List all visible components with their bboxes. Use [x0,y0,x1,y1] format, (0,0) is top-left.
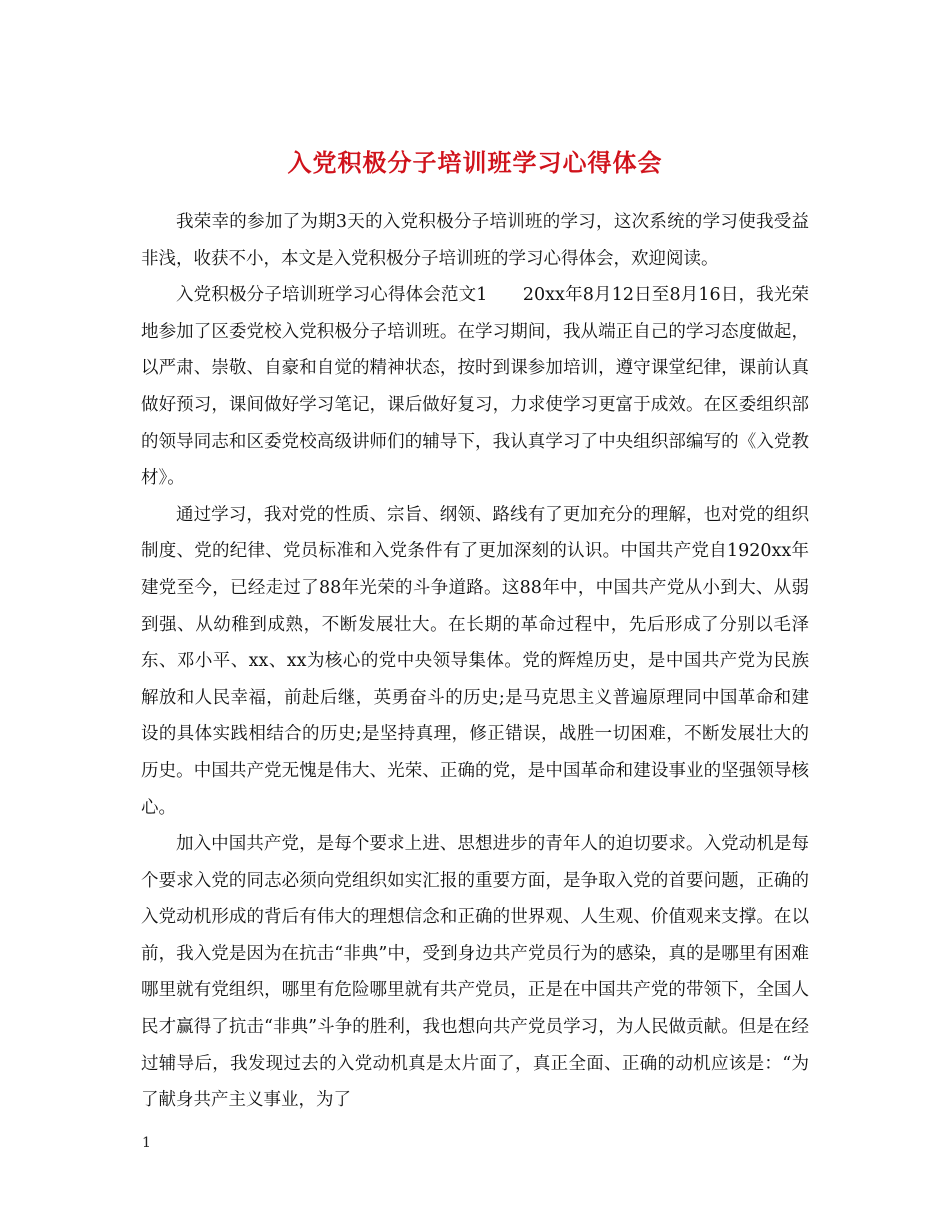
page-number: 1 [142,1135,151,1151]
paragraph-party-history: 通过学习，我对党的性质、宗旨、纲领、路线有了更加充分的理解，也对党的组织制度、党的纪律、党员标准和入党条件有了更加深刻的认识。中国共产党自1920xx年建党至今，已经走过了88年光荣的斗争道路。这88年中，中国共产党从小到大、从弱到强、从幼稚到成熟，不断发展壮大。在长期的革命过程中，先后形成了分别以毛泽东、邓小平、xx、xx为核心的党中央领导集体。党的辉煌历史，是中国共产党为民族解放和人民幸福，前赴后继，英勇奋斗的历史;是马克思主义普遍原理同中国革命和建设的具体实践相结合的历史;是坚持真理，修正错误，战胜一切困难，不断发展壮大的历史。中国共产党无愧是伟大、光荣、正确的党，是中国革命和建设事业的坚强领导核心。 [141,504,809,818]
paragraph-intro: 我荣幸的参加了为期3天的入党积极分子培训班的学习，这次系统的学习使我受益非浅，收获不小，本文是入党积极分子培训班的学习心得体会，欢迎阅读。 [141,212,809,269]
paragraph-sample-1: 入党积极分子培训班学习心得体会范文1 20xx年8月12日至8月16日，我光荣地参加了区委党校入党积极分子培训班。在学习期间，我从端正自己的学习态度做起，以严肃、崇敬、自豪和自觉的精神状态，按时到课参加培训，遵守课堂纪律，课前认真做好预习，课间做好学习笔记，课后做好复习，力求使学习更富于成效。在区委组织部的领导同志和区委党校高级讲师们的辅导下，我认真学习了中央组织部编写的《入党教材》。 [141,285,809,489]
document-title: 入党积极分子培训班学习心得体会 [287,148,663,178]
paragraph-motivation: 加入中国共产党，是每个要求上进、思想进步的青年人的迫切要求。入党动机是每个要求入党的同志必须向党组织如实汇报的重要方面，是争取入党的首要问题，正确的入党动机形成的背后有伟大的理想信念和正确的世界观、人生观、价值观来支撑。在以前，我入党是因为在抗击“非典”中，受到身边共产党员行为的感染，真的是哪里有困难哪里就有党组织，哪里有危险哪里就有共产党员，正是在中国共产党的带领下，全国人民才赢得了抗击“非典”斗争的胜利，我也想向共产党员学习，为人民做贡献。但是在经过辅导后，我发现过去的入党动机真是太片面了，真正全面、正确的动机应该是：“为了献身共产主义事业，为了 [141,834,809,1111]
document-body [141,204,809,1119]
